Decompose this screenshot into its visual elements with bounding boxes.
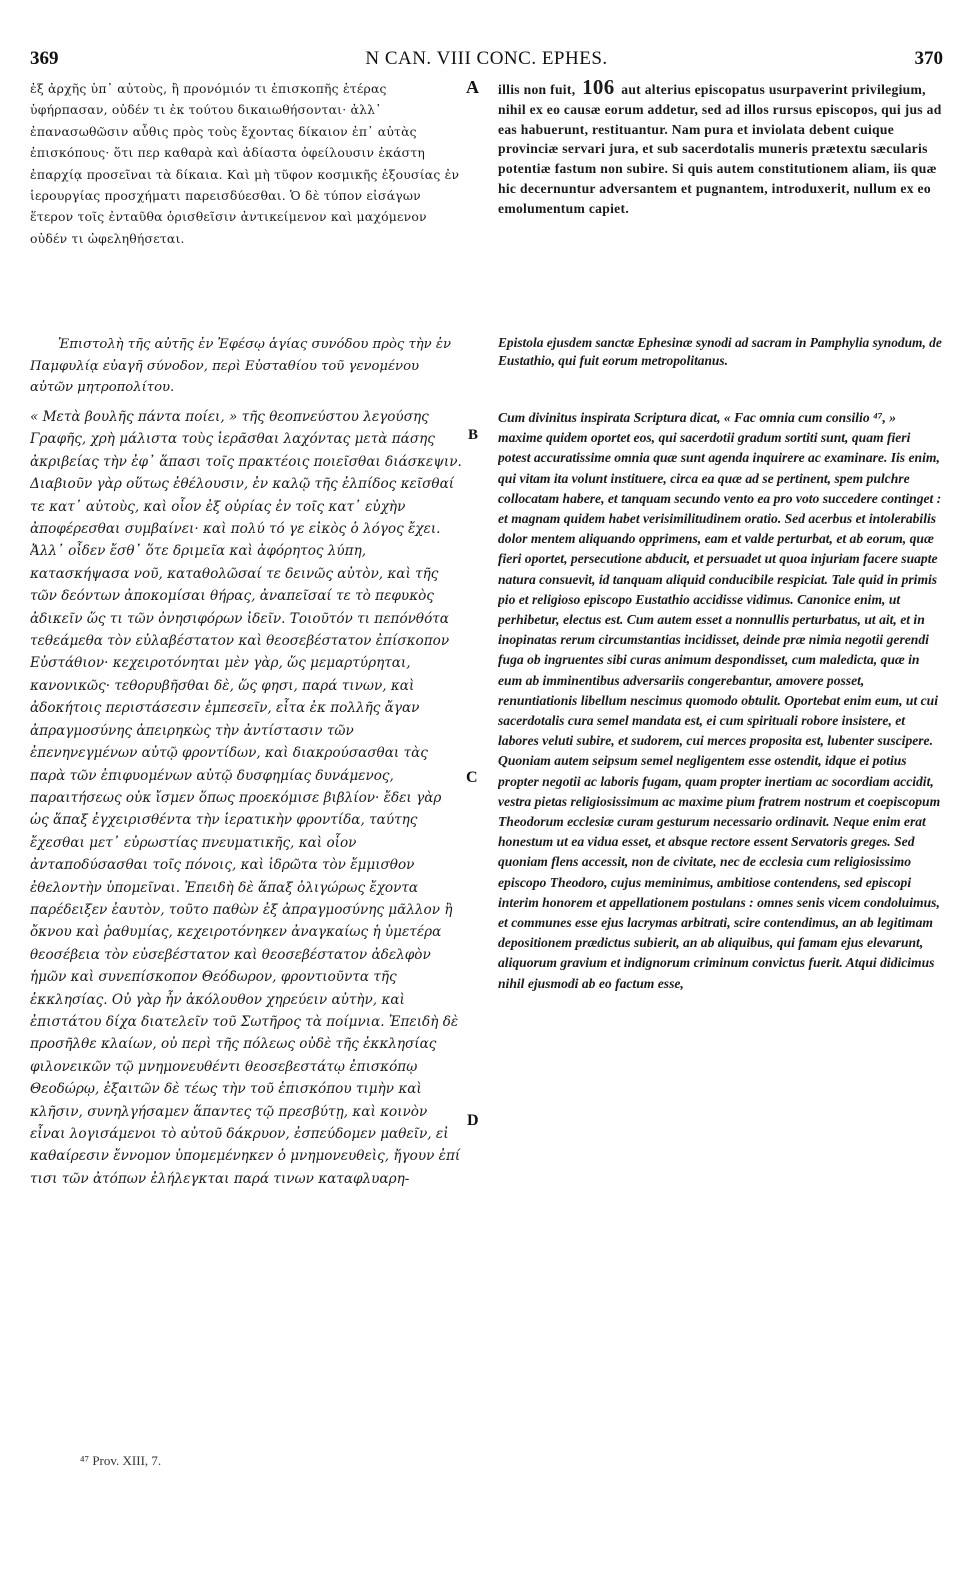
margin-letter-b: B bbox=[468, 427, 479, 443]
running-header bbox=[30, 48, 943, 74]
latin-letter-heading: Epistola ejusdem sanctæ Ephesinæ synodi ad sacram in Pamphylia synodum, de Eustathio, qui fuit eorum metropolitanus. bbox=[498, 335, 942, 369]
latin-canon-rest: aut alterius episcopatus usurpaverint privilegium, nihil ex eo causæ eorum addetur, sed ad illos rursus episcopos, qui jus ad eas habuerunt, restituantur. Nam pura et inviolata debent cuique provinciæ servari jura, et sub sacerdotalis muneris prætextu sæcularis potentiæ fastum non subire. Si quis autem constitutionem aliam, iis quæ hic decernuntur adversantem et pugnantem, introduxerit, nullum ex eo emolumentum capiet. bbox=[498, 82, 942, 216]
margin-letter-d: D bbox=[467, 1112, 479, 1129]
latin-letter-text: Cum divinitus inspirata Scriptura dicat, « Fac omnia cum consilio ⁴⁷, » maxime quidem oportet eos, qui sacerdotii gradum sortiti sunt, quam fieri potest accuratissime omnia quæ sunt agenda inquirere ac examinare. Iis enim, qui vitam ita volunt instituere, circa ea quæ ad se pertinent, spem pulchre collocatam habere, et tanquam secundo vento ea pro voto succedere continget : et magnam quidem habet verisimilitudinem oratio. Sed acerbus et intolerabilis dolor mentem aliquando opprimens, eam et valde perturbat, et ab eorum, quæ fieri oportet, persecutione abducit, et persuadet ut quoa injuriam facere suapte natura consuevit, id tanquam aliquid conducibile respiciat. Tale quid in primis pio et religioso episcopo Eustathio accidisse vidimus. Canonice enim, ut perhibetur, electus est. Cum autem esset a nonnullis perturbatus, ut ait, et in inopinatas rerum circumstantias incidisset, deinde præ nimia negotii gerendi fuga ob ingruentes sibi curas animum despondisset, cum maledicta, quæ in eum ab imminentibus adversariis congerebantur, amovere posset, renuntiationis libellum nescimus quomodo obtulit. Oportebat enim eum, ut cui sacerdotalis cura semel mandata est, ei cum spirituali robore insistere, et labores veluti subire, et sudorem, cui merces proposita est, lubenter suscipere. Quoniam autem seipsum semel negligentem esse ostendit, idque ei potius propter negotii ac laboris fugam, quam propter inertiam ac socordiam accidit, vestra pietas religiosissimum ac maxime pium fratrem nostrum et coepiscopum Theodorum ecclesiæ curam gesturum necessario ordinavit. Neque enim erat honestum ut ea vidua esset, et absque rectore essent Servatoris greges. Sed quoniam flens accessit, non de civitate, nec de ecclesia cum religiosissimo episcopo Theodoro, cujus meminimus, ambitiose contendens, sed episcopi interim honorem et appellationem postulans : omnes senis vicem condoluimus, et communes esse ejus lacrymas arbitrati, scire contendimus, an ab legitimam depositionem prædictus subierit, an ab aliquibus, qui famam ejus elevarunt, aliquorum gravium et indignorum criminum convictus fuerit. Atqui didicimus nihil ejusmodi ab eo factum esse, bbox=[498, 410, 942, 991]
greek-canon-text: ἐξ ἀρχῆς ὑπ᾽ αὐτοὺς, ἢ προνόμιόν τι ἐπισκοπῆς ἑτέρας ὑφήρπασαν, οὐδέν τι ἐκ τούτου δικαιωθήσονται· ἀλλ᾽ ἐπανασωθῶσιν αὖθις πρὸς τοὺς ἔχοντας δίκαιον ἐπ᾽ αὐτὰς ἐπισκόπους· ὅτι περ καθαρὰ καὶ ἀδίαστα ὀφείλουσιν ἑκάστη ἐπαρχίᾳ προσεῖναι τὰ δίκαια. Καὶ μὴ τῦφον κοσμικῆς ἐξουσίας ἐν ἱερουργίας προσχήματι παρεισδύεσθαι. Ὁ δὲ τύπον εἰσάγων ἕτερον τοῖς ἐνταῦθα ὁρισθεῖσιν ἀντικείμενον καὶ μαχόμενον οὐδέν τι ὠφεληθήσεται. bbox=[30, 81, 460, 246]
footnote: ⁴⁷ Prov. XIII, 7. bbox=[80, 1453, 162, 1468]
greek-column bbox=[30, 78, 462, 1406]
running-title: N CAN. VIII CONC. EPHES. bbox=[365, 48, 608, 69]
margin-letter-a: A bbox=[466, 77, 479, 97]
page-number-left: 369 bbox=[30, 48, 59, 69]
latin-column bbox=[498, 78, 943, 1368]
greek-letter-text: « Μετὰ βουλῆς πάντα ποίει, » τῆς θεοπνεύστου λεγούσης Γραφῆς, χρὴ μάλιστα τοὺς ἱερᾶσθαι λαχόντας μετὰ πάσης ἀκριβείας τὴν ἐφ᾽ ἅπασι τοῖς πρακτέοις ποιεῖσθαι διάσκεψιν. Διαβιοῦν γὰρ οὕτως ἐθέλουσιν, ἐν καλῷ τῆς ἐλπίδος κεῖσθαί τε κατ᾽ αὐτοὺς, καὶ οἷον ἐξ οὐρίας ἐν τοῖς κατ᾽ εὐχὴν ἀποφέρεσθαι συμβαίνει· καὶ πολύ τό γε εἰκὸς ὁ λόγος ἔχει. Ἀλλ᾽ οἶδεν ἔσθ᾽ ὅτε δριμεῖα καὶ ἀφόρητος λύπη, κατασκήψασα νοῦ, καταθολῶσαί τε δεινῶς αὐτὸν, καὶ τῆς τῶν δεόντων ἀποκομίσαι θήρας, ἀναπεῖσαί τε τὸ πεφυκὸς ἀδικεῖν ὥς τι τῶν ὀνησιφόρων ἰδεῖν. Τοιοῦτόν τι πεπόνθότα τεθεάμεθα τὸν εὐλαβέστατον καὶ θεοσεβέστατον ἐπίσκοπον Εὐστάθιον· κεχειροτόνηται μὲν γὰρ, ὥς μεμαρτύρηται, κανονικῶς· τεθορυβῆσθαι δὲ, ὥς φησι, παρά τινων, καὶ ἀδοκήτοις περιστάσεσιν ἐμπεσεῖν, εἶτα ἐκ πολλῆς ἄγαν ἀπραγμοσύνης ἀπειρηκὼς τὴν ἀντίστασιν τῶν ἐπενηνεγμένων αὐτῷ φροντίδων, καὶ διακρούσασθαι τὰς παρὰ τῶν ἐπιφυομένων αὐτῷ δυσφημίας δυνάμενος, παραιτήσεως οὐκ ἴσμεν ὅπως προεκόμισε βιβλίον· ἔδει γὰρ ὡς ἅπαξ ἐγχειρισθέντα τὴν ἱερατικὴν φροντίδα, ταύτης ἔχεσθαι μετ᾽ εὐρωστίας πνευματικῆς, καὶ οἷον ἀνταποδύσασθαι τοῖς πόνοις, καὶ ἱδρῶτα τὸν ἔμμισθον ἐθελοντὴν ὑπομεῖναι. Ἐπειδὴ δὲ ἅπαξ ὀλιγώρως ἔχοντα παρέδειξεν ἑαυτὸν, τοῦτο παθὼν ἐξ ἀπραγμοσύνης μᾶλλον ἢ ὄκνου καὶ ῥαθυμίας, κεχειροτόνηκεν ἀναγκαίως ἡ ὑμετέρα θεοσέβεια τὸν εὐσεβέστατον καὶ θεοσεβέστατον ἀδελφὸν ἡμῶν καὶ συνεπίσκοπον Θεόδωρον, φροντιοῦντα τῆς ἐκκλησίας. Οὐ γὰρ ἦν ἀκόλουθον χηρεύειν αὐτὴν, καὶ ἐπιστάτου δίχα διατελεῖν τοῦ Σωτῆρος τὰ ποίμνια. Ἐπειδὴ δὲ προσῆλθε κλαίων, οὐ περὶ τῆς πόλεως οὐδὲ τῆς ἐκκλησίας φιλονεικῶν τῷ μνημονευθέντι θεοσεβεστάτῳ ἐπισκόπῳ Θεοδώρῳ, ἐξαιτῶν δὲ τέως τὴν τοῦ ἐπισκόπου τιμὴν καὶ κλῆσιν, συνηλγήσαμεν ἅπαντες τῷ πρεσβύτῃ, καὶ κοινὸν εἶναι λογισάμενοι τὸ αὐτοῦ δάκρυον, ἐσπεύδομεν μαθεῖν, εἰ καθαίρεσιν ἔννομον ὑπομεμένηκεν ὁ μνημονευθεὶς, ἤγουν ἐπί τισι τῶν ἀτόπων ἐλήλεγκται παρά τινων καταφλυαρη- bbox=[30, 409, 462, 1187]
marginal-number: 106 bbox=[582, 78, 615, 99]
latin-canon-text bbox=[498, 78, 943, 318]
page-number-right: 370 bbox=[914, 48, 943, 69]
margin-letter-c: C bbox=[466, 769, 478, 786]
greek-letter-heading: Ἐπιστολὴ τῆς αὐτῆς ἐν Ἐφέσῳ ἁγίας συνόδου πρὸς τὴν ἐν Παμφυλίᾳ εὐαγῆ σύνοδον, περὶ Εὐσταθίου τοῦ γενομένου αὐτῶν μητροπολίτου. bbox=[30, 337, 451, 395]
latin-canon-start: illis non fuit, bbox=[498, 82, 576, 97]
